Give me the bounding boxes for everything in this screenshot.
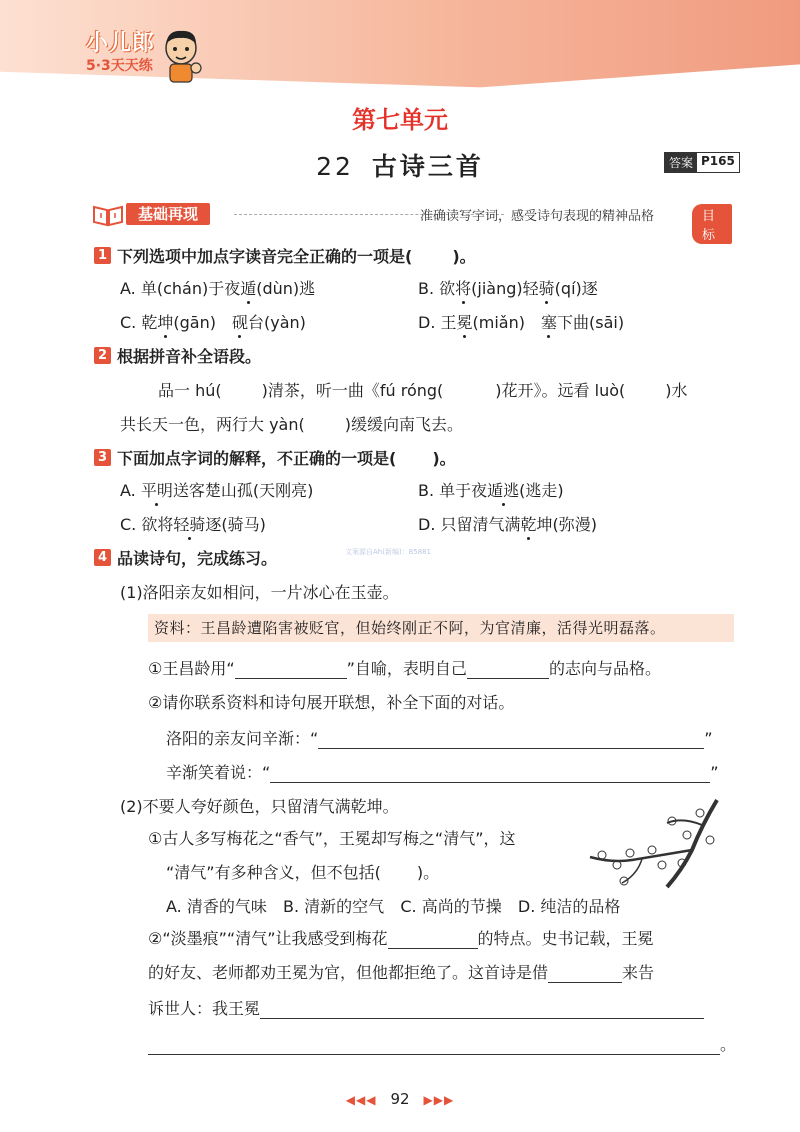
- paragraph-text: 辛渐笑着说：“: [166, 763, 271, 782]
- paragraph-text: )水: [665, 381, 688, 400]
- option-text: (gān): [173, 313, 232, 332]
- watermark-text: 文案源自Ah(新编)：85881: [345, 548, 431, 556]
- option-text: 下曲(sāi): [557, 313, 625, 332]
- q4-part1-sub2: ②请你联系资料和诗句展开联想，补全下面的对话。: [148, 693, 515, 712]
- logo-sub-text: 5·3天天练: [86, 58, 153, 74]
- q4-part1-sub1: [148, 656, 661, 679]
- open-book-icon: [92, 203, 124, 227]
- dotted-word: 平明: [140, 481, 173, 500]
- answer-label: 答案: [665, 153, 697, 172]
- option-text: (逃走): [519, 481, 564, 500]
- paragraph-text: )缓缓向南飞去。: [344, 415, 463, 434]
- paragraph-text: )清茶，听一曲《fú róng(: [261, 381, 444, 400]
- dotted-char: 塞: [540, 313, 557, 332]
- q1-option-b[interactable]: [418, 276, 598, 299]
- question-number-badge: 1: [94, 247, 111, 264]
- paragraph-text: )花开》。远看 luò(: [495, 381, 626, 400]
- paragraph-text: “清气”有多种含义，但不包括(: [166, 863, 381, 882]
- paragraph-text: 共长天一色，两行大 yàn(: [120, 415, 305, 434]
- question-4-heading: [94, 546, 277, 569]
- question-2-heading: [94, 344, 261, 367]
- paragraph-text: 诉世人：我王冕: [148, 999, 261, 1018]
- lesson-title-text: 古诗三首: [371, 152, 484, 181]
- q1-option-a[interactable]: [120, 276, 315, 299]
- q1-option-c[interactable]: [120, 310, 306, 333]
- q4-option-c[interactable]: C. 高尚的节操: [400, 897, 502, 916]
- q3-option-c[interactable]: [120, 512, 266, 535]
- dotted-char: 砚: [231, 313, 248, 332]
- paragraph-text: 的好友、老师都劝王冕为官，但他都拒绝了。这首诗是借: [148, 963, 549, 982]
- question-text-end: )。: [452, 247, 476, 266]
- left-arrows-icon: ◀◀◀: [345, 1093, 377, 1107]
- option-text: D. 王: [418, 313, 457, 332]
- target-tag: 目标: [692, 204, 732, 244]
- option-text: (dùn)逃: [256, 279, 316, 298]
- section-description: 准确读写字词，感受诗句表现的精神品格: [420, 209, 655, 224]
- q3-option-a[interactable]: [120, 478, 313, 501]
- reference-box: 资料：王昌龄遭陷害被贬官，但始终刚正不阿，为官清廉，活得光明磊落。: [148, 614, 734, 642]
- q2-line-1: [158, 378, 688, 401]
- dotted-word: 轻骑: [173, 515, 206, 534]
- dotted-char: 将: [455, 279, 472, 298]
- q4-option-b[interactable]: B. 清新的空气: [283, 897, 385, 916]
- answer-line[interactable]: [148, 1036, 720, 1055]
- dotted-char: 骑: [538, 279, 555, 298]
- paragraph-text: 的特点。史书记载，王冕: [477, 929, 654, 948]
- q4-part2-sub2-line3: [148, 996, 704, 1019]
- mascot-boy-icon: [158, 28, 204, 84]
- question-text: 下列选项中加点字读音完全正确的一项是(: [117, 247, 413, 266]
- section-header: [92, 203, 732, 243]
- period: 。: [720, 1035, 737, 1054]
- question-number-badge: 3: [94, 449, 111, 466]
- plum-blossom-illustration-icon: [582, 795, 722, 895]
- answer-blank[interactable]: [235, 660, 347, 679]
- option-text: (miǎn): [472, 313, 541, 332]
- option-text: (弥漫): [552, 515, 598, 534]
- page-number: 92: [390, 1090, 410, 1108]
- dotted-word: 满乾坤: [504, 515, 553, 534]
- q4-option-d[interactable]: D. 纯洁的品格: [517, 897, 621, 916]
- q4-part2-sub1-line1: ①古人多写梅花之“香气”，王冕却写梅之“清气”，这: [148, 829, 516, 848]
- paragraph-text: ②“淡墨痕”“清气”让我感受到梅花: [148, 929, 388, 948]
- q3-option-b[interactable]: [418, 478, 564, 501]
- option-text: B. 单于夜: [418, 481, 488, 500]
- option-text: 逐(骑马): [205, 515, 266, 534]
- close-quote: ”: [710, 763, 719, 782]
- paragraph-text: ①王昌龄用“: [148, 659, 235, 678]
- close-quote: ”: [704, 729, 713, 748]
- q4-part2-sub2-line4: [148, 1032, 736, 1055]
- question-text: 下面加点字词的解释，不正确的一项是(: [117, 449, 397, 468]
- dotted-word: 遁逃: [487, 481, 520, 500]
- question-text: 根据拼音补全语段。: [117, 347, 262, 366]
- q4-dialogue-1: [166, 726, 713, 749]
- question-number-badge: 2: [94, 347, 111, 364]
- option-text: D. 只留清气: [418, 515, 505, 534]
- q4-part2-sub1-line2: [166, 860, 439, 883]
- question-text-end: )。: [432, 449, 456, 468]
- q4-part1-title: (1)洛阳亲友如相问，一片冰心在玉壶。: [120, 583, 399, 602]
- q4-part2-sub2-line2: [148, 960, 654, 983]
- page-footer: [0, 1090, 800, 1108]
- option-text: B. 欲: [418, 279, 456, 298]
- section-label: 基础再现: [126, 203, 210, 225]
- unit-title: 第七单元: [352, 106, 448, 134]
- q4-part2-options: [166, 894, 620, 917]
- option-text: 台(yàn): [247, 313, 306, 332]
- q2-line-2: [120, 412, 463, 435]
- q4-dialogue-2: [166, 760, 719, 783]
- question-number-badge: 4: [94, 549, 111, 566]
- logo-main-text: 小儿郎: [86, 31, 156, 56]
- brand-logo: [86, 26, 155, 75]
- option-text: (jiàng)轻: [471, 279, 539, 298]
- answer-line[interactable]: [270, 764, 710, 783]
- paragraph-text: 的志向与品格。: [548, 659, 661, 678]
- paragraph-text: 来告: [622, 963, 655, 982]
- q4-option-a[interactable]: A. 清香的气味: [166, 897, 267, 916]
- answer-page-tag: [664, 152, 740, 173]
- question-1-heading: [94, 244, 476, 267]
- option-text: A. 单(chán)于夜: [120, 279, 241, 298]
- paragraph-text: ”自喻，表明自己: [346, 659, 467, 678]
- dotted-char: 遁: [240, 279, 257, 298]
- q1-option-d[interactable]: [418, 310, 624, 333]
- dotted-char: 坤: [157, 313, 174, 332]
- answer-page: P165: [701, 154, 735, 168]
- answer-line[interactable]: [260, 1000, 704, 1019]
- option-text: (qí)逐: [554, 279, 598, 298]
- q3-option-d[interactable]: [418, 512, 597, 535]
- option-text: C. 欲将: [120, 515, 174, 534]
- answer-blank[interactable]: [467, 660, 549, 679]
- lesson-number: 22: [316, 152, 354, 181]
- right-arrows-icon: ▶▶▶: [423, 1093, 455, 1107]
- paragraph-text: 品一 hú(: [158, 381, 222, 400]
- q4-part2-sub2-line1: [148, 926, 654, 949]
- paragraph-text: 洛阳的亲友问辛渐：“: [166, 729, 319, 748]
- question-3-heading: [94, 446, 456, 469]
- option-text: 送客楚山孤(天刚亮): [172, 481, 314, 500]
- answer-blank[interactable]: [548, 964, 622, 983]
- dotted-char: 冕: [456, 313, 473, 332]
- option-text: A.: [120, 481, 141, 500]
- answer-blank[interactable]: [388, 930, 478, 949]
- option-text: C. 乾: [120, 313, 158, 332]
- q4-part2-title: (2)不要人夸好颜色，只留清气满乾坤。: [120, 797, 399, 816]
- answer-line[interactable]: [318, 730, 704, 749]
- paragraph-text: )。: [416, 863, 440, 882]
- question-text: 品读诗句，完成练习。: [117, 549, 278, 568]
